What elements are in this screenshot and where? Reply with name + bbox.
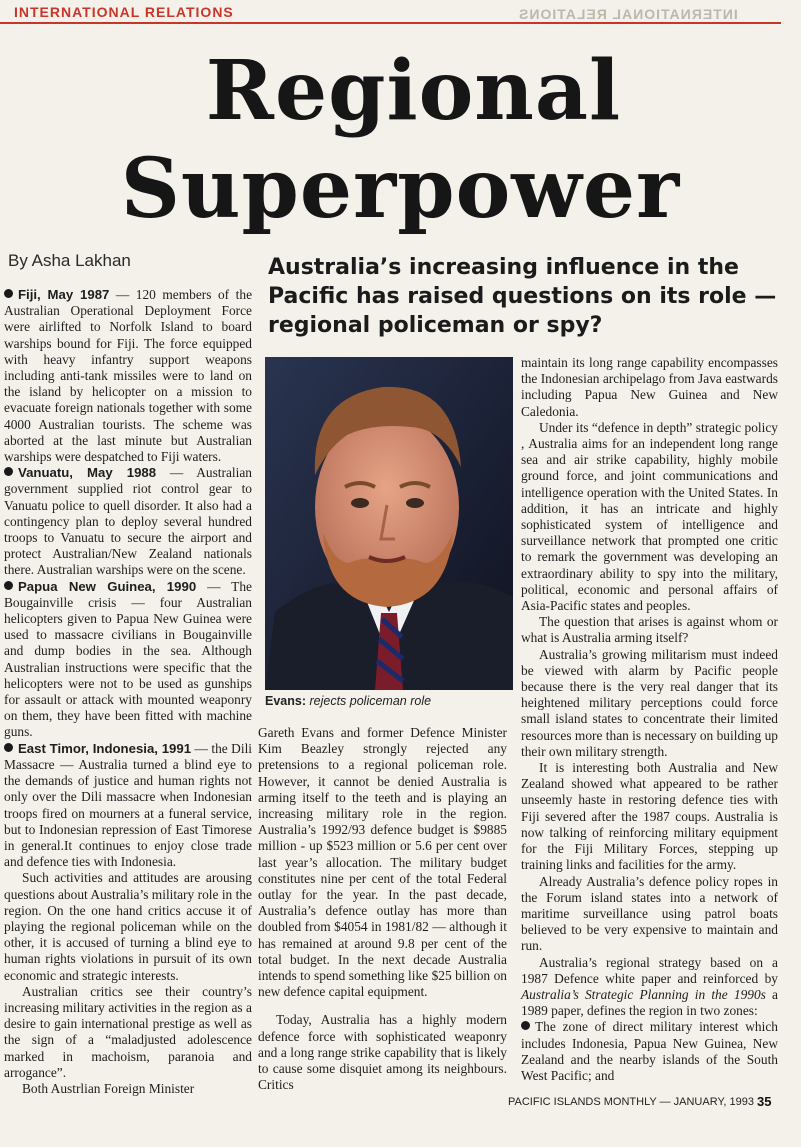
item-text: — The Bougainville crisis — four Australian helicopters given to Papua New Guinea were used to massacre civilians in Bougainville and dump bodies in the sea. Although Australian instructions were specific that the helicopters were not to be used as gunships for assault or attack with mounted weaponry on them, they have been fitted with machine guns. bbox=[4, 578, 252, 740]
item-heading: East Timor, Indonesia, 1991 bbox=[18, 740, 192, 756]
portrait-photo bbox=[265, 357, 513, 690]
bullet-icon bbox=[4, 581, 13, 590]
item-heading: Papua New Guinea, 1990 bbox=[18, 578, 197, 594]
item-heading: Fiji, May 1987 bbox=[18, 287, 110, 302]
paragraph-png bbox=[4, 579, 252, 741]
portrait-illustration bbox=[265, 357, 513, 690]
item-text: — Australian government supplied riot control gear to Vanuatu police to quell disorder. It also had a contingency plan to deploy several hundred troops to Vanuatu to secure the airport and protect Australian/New Zealand nationals there. Australian warships were on the scene. bbox=[4, 465, 252, 578]
byline: By Asha Lakhan bbox=[8, 251, 131, 270]
body-paragraph: Such activities and attitudes are arousing questions about Australia’s military role in the region. On the one hand critics accuse it of playing the regional policeman while on the other, it is accused of turning a blind eye to human rights violations in pursuit of its own economic and strategic interests. bbox=[4, 870, 252, 983]
body-paragraph bbox=[521, 955, 778, 1020]
body-paragraph: Under its “defence in depth” strategic policy , Australia aims for an independent long range sea and air strike capability, highly mobile ground force, and joint communications and intelligence operation with the United States. In addition, it has an intricate and highly sophisticated system of intelligence and surveillance network that prompted one critic to remark the government was developing an extraordinary ability to spy into the military, political, economic and personal affairs of Asia-Pacific states and peoples. bbox=[521, 419, 778, 614]
caption-text: rejects policeman role bbox=[309, 694, 432, 708]
body-paragraph: Gareth Evans and former Defence Minister Kim Beazley strongly rejected any pretensions to a regional policeman role. However, it cannot be denied Australia is arming itself to the teeth and is playing an increasing military role in the region. Australia’s 1992/93 defence budget is $9885 million - up $523 million or 5.6 per cent over last year’s allocation. The military budget constitutes nine per cent of the total Federal outlay for the year. In the past decade, Australia’s defence outlay has more than doubled from $4054 in 1981/82 — although it has remained at around 9.8 per cent of the total budget. In the next decade Australia intends to spend something like $25 billion on new defence capital equipment. bbox=[258, 725, 507, 1000]
body-paragraph: It is interesting both Australia and New Zealand showed what appeared to be rather unseemly haste in restoring defence ties with Fiji severed after the 1987 coups. Australia is now talking of reinforcing military equipment for the Fiji Military Forces, stepping up training links and facilities for the army. bbox=[521, 760, 778, 873]
body-paragraph: Today, Australia has a highly modern defence force with sophisticated weaponry and a long range strike capability that is likely to cause some disquiet among its neighbours. Critics bbox=[258, 1012, 507, 1093]
body-paragraph: The question that arises is against whom or what is Australia arming itself? bbox=[521, 614, 778, 646]
paragraph-fiji bbox=[4, 287, 252, 465]
photo-caption bbox=[265, 694, 513, 708]
body-paragraph: Australian critics see their country’s increasing military activities in the region as a desire to gain international prestige as well as the sign of a “maladjusted adolescence marked in machoism, paranoia and arrogance”. bbox=[4, 983, 252, 1080]
footer-publication: PACIFIC ISLANDS MONTHLY — JANUARY, 1993 bbox=[508, 1096, 754, 1108]
article-column-2 bbox=[258, 725, 507, 1093]
text-run: a 1989 paper, defines the region in two zones: bbox=[521, 986, 778, 1019]
bullet-icon bbox=[4, 743, 13, 752]
bullet-icon bbox=[521, 1021, 530, 1030]
item-text: The zone of direct military interest which includes Indonesia, Papua New Guinea, New Zealand and the nearby islands of the South West Pacific; and bbox=[521, 1019, 778, 1083]
page-number: 35 bbox=[757, 1094, 772, 1109]
headline-line-2: Superpower bbox=[120, 141, 681, 237]
section-label: INTERNATIONAL RELATIONS bbox=[14, 4, 234, 20]
body-paragraph: Both Austrlian Foreign Minister bbox=[22, 1080, 195, 1096]
text-run: Australia’s regional strategy based on a 1987 Defence white paper and reinforced by bbox=[521, 954, 778, 986]
item-text: — the Dili Massacre — Australia turned a blind eye to the demands of justice and human rights not only over the Dili massacre when Indonesian troops fired on mourners at a funeral service, but to Indonesian repression of East Timorese in general.It continues to enjoy close trade and defence ties with Indonesia. bbox=[4, 740, 253, 870]
item-text: — 120 members of the Australian Operational Deployment Force were airlifted to Norfolk Island to board warships bound for Fiji. The force equipped with heavy infantry support weapons including anti-tank missiles were to land on the island by helicopter on a mission to evacuate foreign nationals together with some 4000 Australian tourists. The scheme was aborted at the last minute but Australian warships were despatched to Fiji waters. bbox=[4, 287, 253, 465]
bullet-paragraph bbox=[521, 1019, 778, 1084]
body-paragraph: maintain its long range capability encompasses the Indonesian archipelago from Java eastwards including Papua New Guinea and New Caledonia. bbox=[521, 355, 778, 419]
body-paragraph: Australia’s growing militarism must indeed be viewed with alarm by Pacific people because there is the very real danger that its heightened military perceptions could force small island states to concentrate their limited resources more than is necessary on building up their own military strength. bbox=[521, 646, 778, 759]
bullet-icon bbox=[4, 467, 13, 476]
headline-line-1: Regional bbox=[205, 43, 622, 139]
paragraph-east-timor bbox=[4, 741, 252, 871]
caption-label: Evans: bbox=[265, 694, 306, 708]
body-paragraph: Already Australia’s defence policy ropes in the Forum island states into a network of maritime surveillance using patrol boats believed to be very expensive to maintain and run. bbox=[521, 873, 778, 954]
header-rule bbox=[0, 22, 781, 24]
paragraph-vanuatu bbox=[4, 465, 252, 578]
article-column-1 bbox=[4, 287, 252, 1097]
deck: Australia’s increasing influence in the Pacific has raised questions on its role — regional policeman or spy? bbox=[268, 255, 777, 338]
bleed-through-text: INTERNATIONAL RELATIONS bbox=[518, 6, 738, 22]
bullet-icon bbox=[4, 289, 13, 298]
publication-title: Australia’s Strategic Planning in the 1990s bbox=[521, 986, 766, 1002]
item-heading: Vanuatu, May 1988 bbox=[18, 465, 157, 481]
article-column-3 bbox=[521, 355, 778, 1084]
